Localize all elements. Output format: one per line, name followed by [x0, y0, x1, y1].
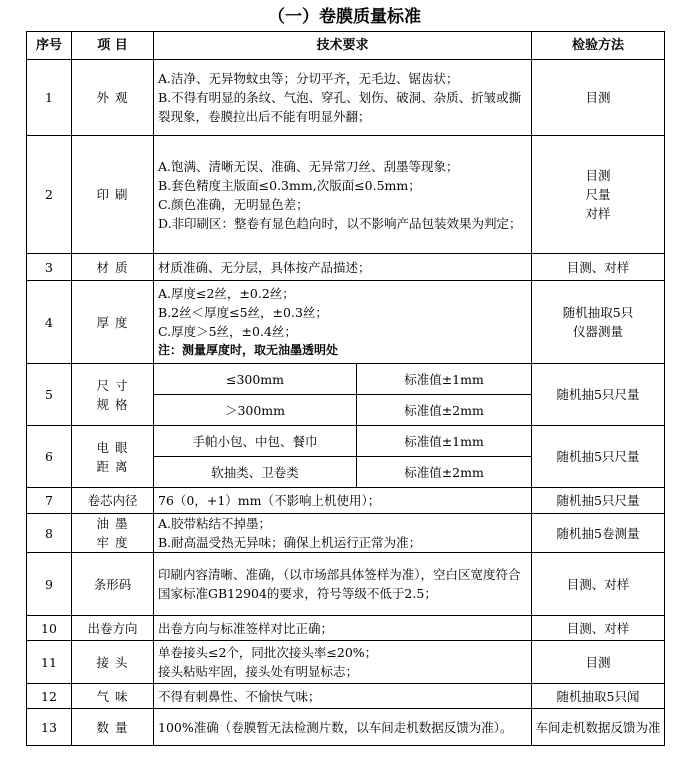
method-line: 对样 [585, 206, 611, 221]
header-item: 项 目 [72, 32, 154, 60]
row-item: 印 刷 [72, 136, 154, 254]
req-line: A.洁净、无异物蚊虫等；分切平齐，无毛边、锯齿状； [158, 71, 459, 86]
row-requirements [154, 641, 532, 684]
item-line: 距 离 [96, 458, 129, 474]
row-no: 10 [27, 616, 72, 641]
req-line: B.不得有明显的条纹、气泡、穿孔、划伤、破洞、杂质、折皱或撕裂现象，卷膜拉出后不能有明显外翻； [158, 90, 522, 124]
row-no: 1 [27, 60, 72, 136]
row-method [532, 136, 665, 254]
row-requirements: 76（0，+1）mm（不影响上机使用）； [154, 488, 532, 514]
method-line: 仪器测量 [573, 324, 624, 339]
req-line: A.胶带粘结不掉墨； [158, 516, 272, 531]
row-method: 目测、对样 [532, 616, 665, 641]
row-method: 随机抽5只尺量 [532, 426, 665, 488]
row-no: 5 [27, 364, 72, 426]
row-method: 随机抽取5只闻 [532, 684, 665, 709]
sub-condition: 软抽类、卫卷类 [154, 457, 357, 488]
req-line: 接头粘贴牢固，接头处有明显标志； [158, 664, 359, 679]
sub-condition: 手帕小包、中包、餐巾 [154, 426, 357, 457]
row-requirements [154, 281, 532, 364]
req-line: B.2丝＜厚度≤5丝，±0.3丝； [158, 305, 328, 320]
item-line: 电 眼 [96, 439, 129, 455]
req-line: D.非印刷区：整卷有显色趋向时，以不影响产品包装效果为判定； [158, 215, 522, 231]
page-title: （一）卷膜质量标准 [268, 7, 421, 27]
row-no: 8 [27, 514, 72, 553]
row-method: 目测、对样 [532, 553, 665, 616]
table-row [27, 709, 665, 746]
row-no: 11 [27, 641, 72, 684]
row-item: 出卷方向 [72, 616, 154, 641]
row-no: 7 [27, 488, 72, 514]
row-item: 厚 度 [72, 281, 154, 364]
row-requirements [154, 514, 532, 553]
method-line: 目测 [585, 168, 611, 183]
row-item: 外 观 [72, 60, 154, 136]
method-line: 尺量 [585, 187, 611, 202]
table-row [27, 281, 665, 364]
header-requirements: 技术要求 [154, 32, 532, 60]
row-method: 车间走机数据反馈为准 [532, 709, 665, 746]
row-item [72, 426, 154, 488]
req-note: 注：测量厚度时，取无油墨透明处 [158, 343, 339, 357]
table-row [27, 641, 665, 684]
row-no: 4 [27, 281, 72, 364]
header-method: 检验方法 [532, 32, 665, 60]
row-method [532, 281, 665, 364]
table-row [27, 364, 665, 395]
row-method: 随机抽5只尺量 [532, 488, 665, 514]
req-line: A.厚度≤2丝，±0.2丝； [158, 286, 295, 301]
table-row [27, 514, 665, 553]
table-row [27, 616, 665, 641]
row-no: 13 [27, 709, 72, 746]
item-line: 油 墨 [96, 516, 129, 531]
row-requirements: 100%准确（卷膜暂无法检测片数，以车间走机数据反馈为准）。 [154, 709, 532, 746]
sub-standard: 标准值±2mm [357, 457, 532, 488]
row-item: 卷芯内径 [72, 488, 154, 514]
row-item: 材 质 [72, 254, 154, 281]
row-no: 2 [27, 136, 72, 254]
table-row [27, 426, 665, 457]
row-requirements: 出卷方向与标准签样对比正确； [154, 616, 532, 641]
row-item: 数 量 [72, 709, 154, 746]
sub-condition: ＞300mm [154, 395, 357, 426]
row-no: 12 [27, 684, 72, 709]
sub-standard: 标准值±1mm [357, 364, 532, 395]
sub-standard: 标准值±1mm [357, 426, 532, 457]
req-line: B.套色精度主版面≤0.3mm,次版面≤0.5mm； [158, 177, 421, 193]
row-requirements: 材质准确、无分层，具体按产品描述； [154, 254, 532, 281]
row-requirements [154, 60, 532, 136]
table-row [27, 684, 665, 709]
quality-standard-table [26, 31, 665, 746]
table-row [27, 136, 665, 254]
table-row [27, 553, 665, 616]
table-row [27, 60, 665, 136]
row-no: 3 [27, 254, 72, 281]
row-requirements [154, 136, 532, 254]
table-header-row [27, 32, 665, 60]
req-line: 单卷接头≤2个，同批次接头率≤20%； [158, 645, 378, 660]
row-item [72, 514, 154, 553]
row-no: 6 [27, 426, 72, 488]
row-item: 气 味 [72, 684, 154, 709]
req-line: C.厚度＞5丝，±0.4丝； [158, 324, 297, 339]
row-item: 接 头 [72, 641, 154, 684]
row-no: 9 [27, 553, 72, 616]
row-method: 随机抽5卷测量 [532, 514, 665, 553]
row-method: 随机抽5只尺量 [532, 364, 665, 426]
item-line: 尺 寸 [96, 377, 129, 393]
row-item [72, 364, 154, 426]
row-requirements: 印刷内容清晰、准确，（以市场部具体签样为准），空白区宽度符合国家标准GB12904的要求，符号等级不低于2.5； [154, 553, 532, 616]
req-line: B.耐高温受热无异味；确保上机运行正常为准； [158, 535, 422, 550]
req-line: C.颜色准确，无明显色差； [158, 196, 309, 212]
sub-standard: 标准值±2mm [357, 395, 532, 426]
req-line: A.饱满、清晰无误、准确、无异常刀丝、刮墨等现象； [158, 158, 459, 174]
item-line: 牢 度 [96, 535, 129, 550]
item-line: 规 格 [96, 396, 129, 412]
row-method: 目测 [532, 641, 665, 684]
row-method: 目测、对样 [532, 254, 665, 281]
row-method: 目测 [532, 60, 665, 136]
row-requirements: 不得有刺鼻性、不愉快气味； [154, 684, 532, 709]
table-row [27, 488, 665, 514]
header-no: 序号 [27, 32, 72, 60]
row-item: 条形码 [72, 553, 154, 616]
sub-condition: ≤300mm [154, 364, 357, 395]
method-line: 随机抽取5只 [562, 305, 634, 320]
table-row [27, 254, 665, 281]
